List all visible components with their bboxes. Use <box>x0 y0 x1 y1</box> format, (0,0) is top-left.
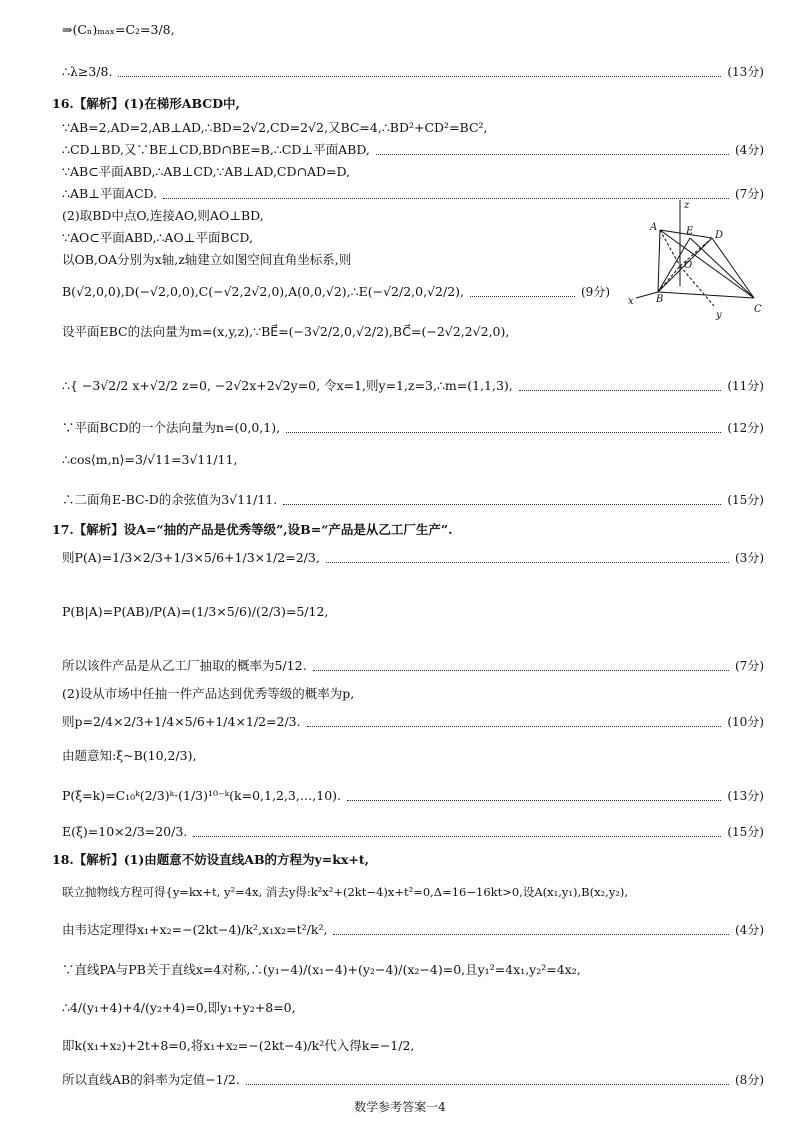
score-label: (3分) <box>735 551 764 565</box>
solution-line: 由韦达定理得x₁+x₂=−(2kt−4)/k²,x₁x₂=t²/k², (4分) <box>62 922 764 937</box>
solution-line: ∵AO⊂平面ABD,∴AO⊥平面BCD, <box>62 230 253 245</box>
solution-line: P(B|A)=P(AB)/P(A)=(1/3×5/6)/(2/3)=5/12, <box>62 604 329 619</box>
solution-line: ∴λ≥3/8. (13分) <box>62 64 764 79</box>
score-label: (7分) <box>735 187 764 201</box>
solution-line: ∴CD⊥BD,又∵BE⊥CD,BD∩BE=B,∴CD⊥平面ABD, (4分) <box>62 142 764 157</box>
page-footer: 数学参考答案一4 <box>354 1100 446 1114</box>
tetrahedron-figure <box>620 196 770 326</box>
question-18-header: 18.【解析】(1)由题意不妨设直线AB的方程为y=kx+t, <box>52 852 369 867</box>
solution-line: 则p=2/4×2/3+1/4×5/6+1/4×1/2=2/3. (10分) <box>62 714 764 729</box>
solution-line: ∵直线PA与PB关于直线x=4对称,∴(y₁−4)/(x₁−4)+(y₂−4)/(x₂−4)=0,且y₁²=4x₁,y₂²=4x₂, <box>62 962 581 977</box>
score-label: (7分) <box>735 659 764 673</box>
solution-line: ⇒(Cₙ)ₘₐₓ=C₂=3/8, <box>62 22 175 37</box>
svg-text:C: C <box>754 304 762 315</box>
solution-line: 所以直线AB的斜率为定值−1/2. (8分) <box>62 1072 764 1087</box>
svg-text:x: x <box>628 296 634 307</box>
solution-line: ∵平面BCD的一个法向量为n=(0,0,1), (12分) <box>62 420 764 435</box>
solution-line: 以OB,OA分别为x轴,z轴建立如图空间直角坐标系,则 <box>62 252 352 267</box>
solution-line: ∴4/(y₁+4)+4/(y₂+4)=0,即y₁+y₂+8=0, <box>62 1000 296 1015</box>
solution-line: (2)取BD中点O,连接AO,则AO⊥BD, <box>62 208 264 223</box>
score-label: (4分) <box>735 923 764 937</box>
solution-line: 则P(A)=1/3×2/3+1/3×5/6+1/3×1/2=2/3, (3分) <box>62 550 764 565</box>
solution-line: P(ξ=k)=C₁₀ᵏ(2/3)ᵏ·(1/3)¹⁰⁻ᵏ(k=0,1,2,3,…,10). (13分) <box>62 788 764 803</box>
solution-line: ∵AB=2,AD=2,AB⊥AD,∴BD=2√2,CD=2√2,又BC=4,∴BD²+CD²=BC², <box>62 120 488 135</box>
score-label: (13分) <box>727 65 764 79</box>
solution-line: 由题意知:ξ~B(10,2/3), <box>62 748 197 763</box>
score-label: (9分) <box>581 285 610 299</box>
solution-line: ∴{ −3√2/2 x+√2/2 z=0, −2√2x+2√2y=0, 令x=1,则y=1,z=3,∴m=(1,1,3), (11分) <box>62 378 764 393</box>
score-label: (4分) <box>735 143 764 157</box>
svg-text:A: A <box>650 222 658 233</box>
solution-line: ∴AB⊥平面ACD. (7分) <box>62 186 764 201</box>
svg-text:O: O <box>684 260 693 271</box>
svg-text:z: z <box>684 200 690 211</box>
score-label: (15分) <box>727 825 764 839</box>
svg-text:D: D <box>715 230 724 241</box>
score-label: (10分) <box>727 715 764 729</box>
svg-text:y: y <box>716 310 722 321</box>
score-label: (11分) <box>727 379 764 393</box>
solution-line: ∴cos⟨m,n⟩=3/√11=3√11/11, <box>62 452 238 467</box>
svg-text:B: B <box>656 294 664 305</box>
score-label: (12分) <box>727 421 764 435</box>
question-16-header: 16.【解析】(1)在梯形ABCD中, <box>52 96 240 111</box>
solution-line: ∵AB⊂平面ABD,∴AB⊥CD,∵AB⊥AD,CD∩AD=D, <box>62 164 351 179</box>
solution-line: (2)设从市场中任抽一件产品达到优秀等级的概率为p, <box>62 686 355 701</box>
solution-line: B(√2,0,0),D(−√2,0,0),C(−√2,2√2,0),A(0,0,√2),∴E(−√2/2,0,√2/2), (9分) <box>62 284 610 299</box>
solution-line: 即k(x₁+x₂)+2t+8=0,将x₁+x₂=−(2kt−4)/k²代入得k=−1/2, <box>62 1038 415 1053</box>
svg-text:E: E <box>686 226 694 237</box>
score-label: (13分) <box>727 789 764 803</box>
solution-line: 设平面EBC的法向量为m=(x,y,z),∵BE⃗=(−3√2/2,0,√2/2),BC⃗=(−2√2,2√2,0), <box>62 324 510 339</box>
solution-line: ∴二面角E-BC-D的余弦值为3√11/11. (15分) <box>62 492 764 507</box>
question-17-header: 17.【解析】设A=“抽的产品是优秀等级”,设B=“产品是从乙工厂生产”. <box>52 522 453 537</box>
solution-line: 联立抛物线方程可得{y=kx+t, y²=4x, 消去y得:k²x²+(2kt−4)x+t²=0,Δ=16−16kt>0,设A(x₁,y₁),B(x₂,y₂), <box>62 885 629 899</box>
score-label: (15分) <box>727 493 764 507</box>
solution-line: E(ξ)=10×2/3=20/3. (15分) <box>62 824 764 839</box>
solution-line: 所以该件产品是从乙工厂抽取的概率为5/12. (7分) <box>62 658 764 673</box>
score-label: (8分) <box>735 1073 764 1087</box>
